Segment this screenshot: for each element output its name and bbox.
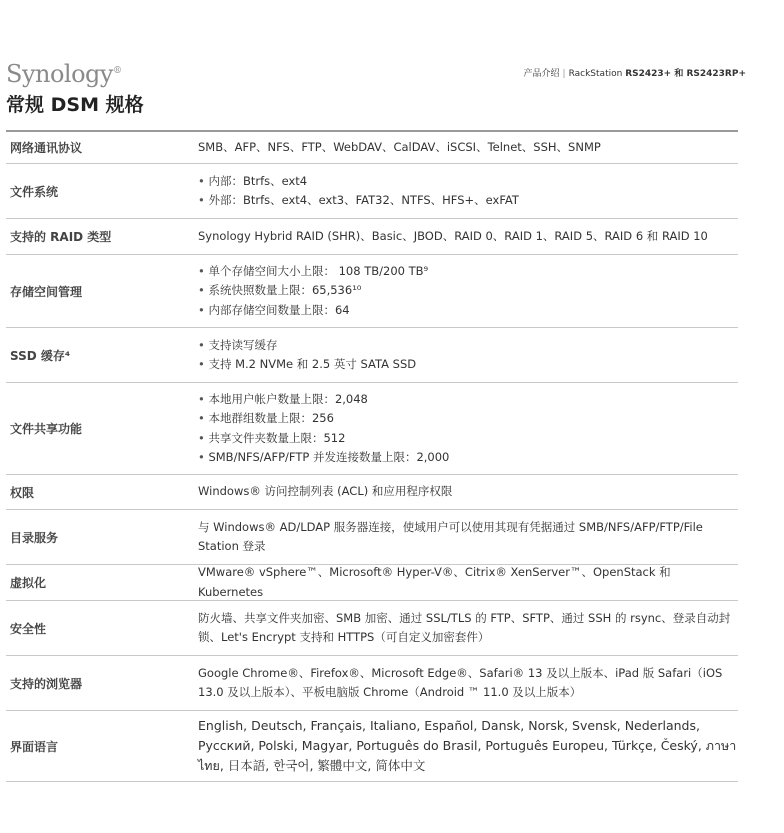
spec-label: 文件系统 (10, 184, 59, 199)
spec-label: 安全性 (10, 621, 47, 636)
spec-label: 虚拟化 (10, 576, 47, 590)
list-item: • 内部存储空间数量上限：64 (198, 301, 738, 321)
list-item: • 内部：Btrfs、ext4 (198, 172, 738, 192)
spec-row-file-sharing (6, 383, 738, 475)
spec-row-virtualization (6, 565, 738, 601)
spec-label: 界面语言 (10, 739, 59, 754)
spec-value: Synology Hybrid RAID (SHR)、Basic、JBOD、RAID 0、RAID 1、RAID 5、RAID 6 和 RAID 10 (198, 228, 708, 243)
list-item: • SMB/NFS/AFP/FTP 并发连接数量上限：2,000 (198, 448, 738, 468)
spec-label: 网络通讯协议 (10, 141, 83, 155)
spec-value (198, 262, 738, 321)
breadcrumb: 产品介绍 | RackStation RS2423+ 和 RS2423RP+ (523, 69, 746, 79)
spec-label: 支持的浏览器 (10, 676, 83, 691)
spec-value: 防火墙、共享文件夹加密、SMB 加密、通过 SSL/TLS 的 FTP、SFTP、通过 SSH 的 rsync、登录自动封锁、Let's Encrypt 支持和 HTTPS（可自定义加密套件） (198, 610, 731, 644)
spec-row-browsers (6, 656, 738, 711)
synology-logo: Synology® (6, 60, 122, 88)
spec-value (198, 172, 738, 211)
spec-label: SSD 缓存⁴ (10, 348, 71, 363)
list-item: • 支持读写缓存 (198, 336, 738, 356)
spec-label: 文件共享功能 (10, 422, 83, 436)
spec-row-permissions (6, 475, 738, 510)
spec-value: English, Deutsch, Français, Italiano, Español, Dansk, Norsk, Svensk, Nederlands, Русский, Polski, Magyar, Português do Brasil, Português Europeu, Türkçe, Český, ภาษาไทย, 日本語, 한국어, 繁體中文, 简体中文 (198, 718, 737, 773)
spec-row-storage (6, 255, 738, 328)
spec-label: 目录服务 (10, 530, 59, 545)
list-item: • 系统快照数量上限：65,536¹⁰ (198, 281, 738, 301)
list-item: • 支持 M.2 NVMe 和 2.5 英寸 SATA SSD (198, 355, 738, 375)
spec-value: SMB、AFP、NFS、FTP、WebDAV、CalDAV、iSCSI、Telnet、SSH、SNMP (198, 139, 601, 154)
spec-table (6, 130, 738, 782)
spec-row-protocols (6, 130, 738, 164)
page-header (6, 58, 746, 118)
spec-value: VMware® vSphere™、Microsoft® Hyper-V®、Citrix® XenServer™、OpenStack 和 Kubernetes (198, 565, 671, 599)
spec-label: 存储空间管理 (10, 284, 83, 299)
spec-row-languages (6, 711, 738, 782)
spec-label: 支持的 RAID 类型 (10, 230, 112, 244)
spec-value (198, 390, 738, 468)
list-item: • 外部：Btrfs、ext4、ext3、FAT32、NTFS、HFS+、exFAT (198, 191, 738, 211)
spec-row-ssd-cache (6, 328, 738, 383)
spec-label: 权限 (10, 485, 35, 500)
list-item: • 本地用户帐户数量上限：2,048 (198, 390, 738, 410)
page-title: 常规 DSM 规格 (6, 94, 144, 116)
list-item: • 本地群组数量上限：256 (198, 409, 738, 429)
spec-row-security (6, 601, 738, 656)
spec-value: Google Chrome®、Firefox®、Microsoft Edge®、Safari® 13 及以上版本、iPad 版 Safari（iOS 13.0 及以上版本）、平板电脑版 Chrome（Android ™ 11.0 及以上版本） (198, 665, 723, 699)
spec-row-directory (6, 510, 738, 565)
spec-row-filesystem (6, 164, 738, 219)
spec-value: Windows® 访问控制列表 (ACL) 和应用程序权限 (198, 484, 453, 499)
spec-value: 与 Windows® AD/LDAP 服务器连接，使域用户可以使用其现有凭据通过 SMB/NFS/AFP/FTP/File Station 登录 (198, 519, 703, 553)
spec-value (198, 336, 738, 375)
spec-row-raid (6, 219, 738, 255)
list-item: • 共享文件夹数量上限：512 (198, 429, 738, 449)
list-item: • 单个存储空间大小上限： 108 TB/200 TB⁹ (198, 262, 738, 282)
